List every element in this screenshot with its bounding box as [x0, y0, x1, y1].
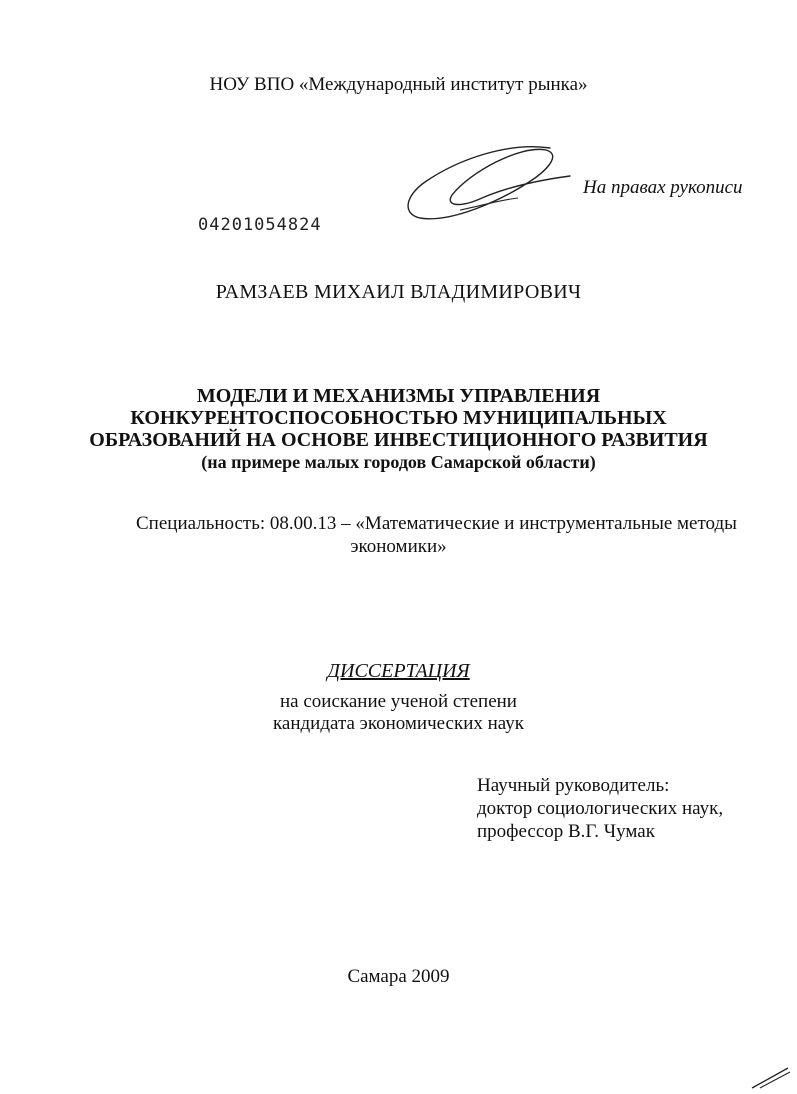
specialty-line: Специальность: 08.00.13 – «Математические и инструментальные методы — [136, 513, 737, 534]
author-name: РАМЗАЕВ МИХАИЛ ВЛАДИМИРОВИЧ — [215, 281, 582, 303]
supervisor-label: Научный руководитель: — [477, 775, 670, 796]
dissertation-title-line: ОБРАЗОВАНИЙ НА ОСНОВЕ ИНВЕСТИЦИОННОГО РАЗВИТИЯ — [89, 429, 708, 451]
manuscript-note: На правах рукописи — [583, 177, 743, 198]
institute-name: НОУ ВПО «Международный институт рынка» — [209, 74, 588, 95]
degree-line: кандидата экономических наук — [272, 713, 525, 734]
degree-line: на соискание ученой степени — [280, 691, 517, 712]
specialty-line: экономики» — [350, 536, 447, 557]
supervisor-degree: доктор социологических наук, — [477, 798, 724, 819]
registration-number: 04201054824 — [198, 215, 322, 235]
city-year: Самара 2009 — [347, 966, 450, 987]
supervisor-name: профессор В.Г. Чумак — [477, 821, 655, 842]
work-type: ДИССЕРТАЦИЯ — [327, 660, 470, 682]
dissertation-subtitle: (на примере малых городов Самарской области) — [201, 452, 596, 472]
dissertation-title-line: МОДЕЛИ И МЕХАНИЗМЫ УПРАВЛЕНИЯ — [196, 385, 601, 407]
handwritten-signature — [400, 140, 585, 225]
corner-pen-mark — [748, 1062, 793, 1092]
dissertation-title-line: КОНКУРЕНТОСПОСОБНОСТЬЮ МУНИЦИПАЛЬНЫХ — [130, 407, 667, 429]
